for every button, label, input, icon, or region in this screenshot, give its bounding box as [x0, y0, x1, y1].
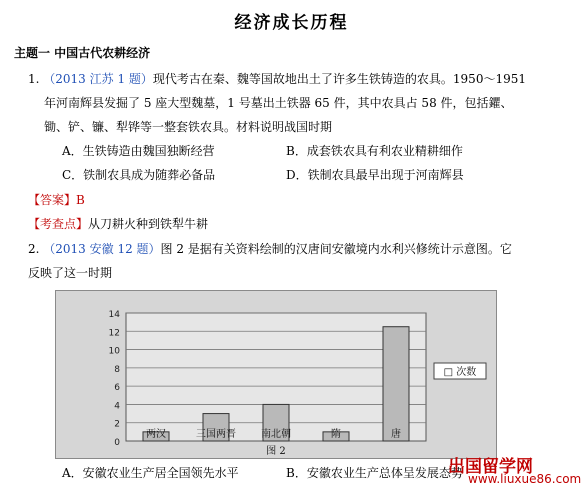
q2-source: （2013 安徽 12 题）: [43, 242, 161, 256]
q1-option-b: B．成套铁农具有利农业精耕细作: [286, 144, 463, 158]
chart-figure: [55, 290, 497, 459]
q1-option-d: D．铁制农具最早出现于河南辉县: [286, 168, 464, 182]
y-tick-label: 14: [108, 310, 120, 320]
q1-number: 1.: [28, 72, 40, 86]
y-tick-label: 0: [114, 438, 120, 448]
q1-text-3: 锄、铲、镰、犁铧等一整套铁农具。材料说明战国时期: [44, 120, 333, 134]
q1-point-label: 【考查点】: [28, 217, 89, 231]
q1-source: （2013 江苏 1 题）: [43, 72, 153, 86]
bar: [383, 327, 409, 441]
y-tick-label: 10: [108, 346, 120, 357]
x-tick-label: 三国两晋: [196, 429, 236, 440]
q1-text-2: 年河南辉县发掘了 5 座大型魏墓，1 号墓出土铁器 65 件，其中农具占 58 件，包括鑺、: [44, 96, 513, 110]
x-tick-label: 隋: [331, 429, 341, 440]
y-tick-label: 2: [114, 419, 120, 430]
q1-line-1: [28, 70, 526, 87]
x-tick-label: 两汉: [146, 429, 166, 440]
topic-heading: 主题一 中国古代农耕经济: [14, 46, 151, 60]
x-tick-label: 南北朝: [261, 429, 291, 440]
q1-point: [28, 215, 208, 232]
q1-text-1: 现代考古在秦、魏等国故地出土了许多生铁铸造的农具。1950～1951: [152, 72, 526, 86]
legend-label: □ 次数: [443, 367, 477, 378]
watermark-url: www.liuxue86.com: [468, 472, 582, 486]
q2-option-a: A．安徽农业生产居全国领先水平: [62, 466, 239, 480]
y-tick-label: 12: [108, 328, 120, 339]
watermark-logo-text: 出国留学网: [448, 457, 533, 477]
q2-text-2: 反映了这一时期: [28, 266, 113, 280]
bar-chart: [56, 291, 496, 458]
page-title: 经济成长历程: [234, 13, 349, 33]
y-tick-label: 6: [114, 383, 120, 394]
y-tick-label: 8: [114, 364, 120, 375]
y-tick-label: 4: [114, 401, 120, 412]
q2-option-b: B．安徽农业生产总体呈发展态势: [286, 466, 463, 480]
q2-line-1: [28, 240, 512, 257]
q2-text-1: 图 2 是据有关资料绘制的汉唐间安徽境内水利兴修统计示意图。它: [160, 242, 512, 256]
q1-option-a: A．生铁铸造由魏国独断经营: [62, 144, 215, 158]
q1-point-text: 从刀耕火种到铁犁牛耕: [88, 217, 209, 231]
chart-caption: 图 2: [266, 446, 286, 457]
x-tick-label: 唐: [391, 429, 401, 440]
q1-option-c: C．铁制农具成为随葬必备品: [62, 168, 216, 182]
q2-number: 2.: [28, 242, 40, 256]
q1-answer: 【答案】B: [28, 193, 85, 207]
